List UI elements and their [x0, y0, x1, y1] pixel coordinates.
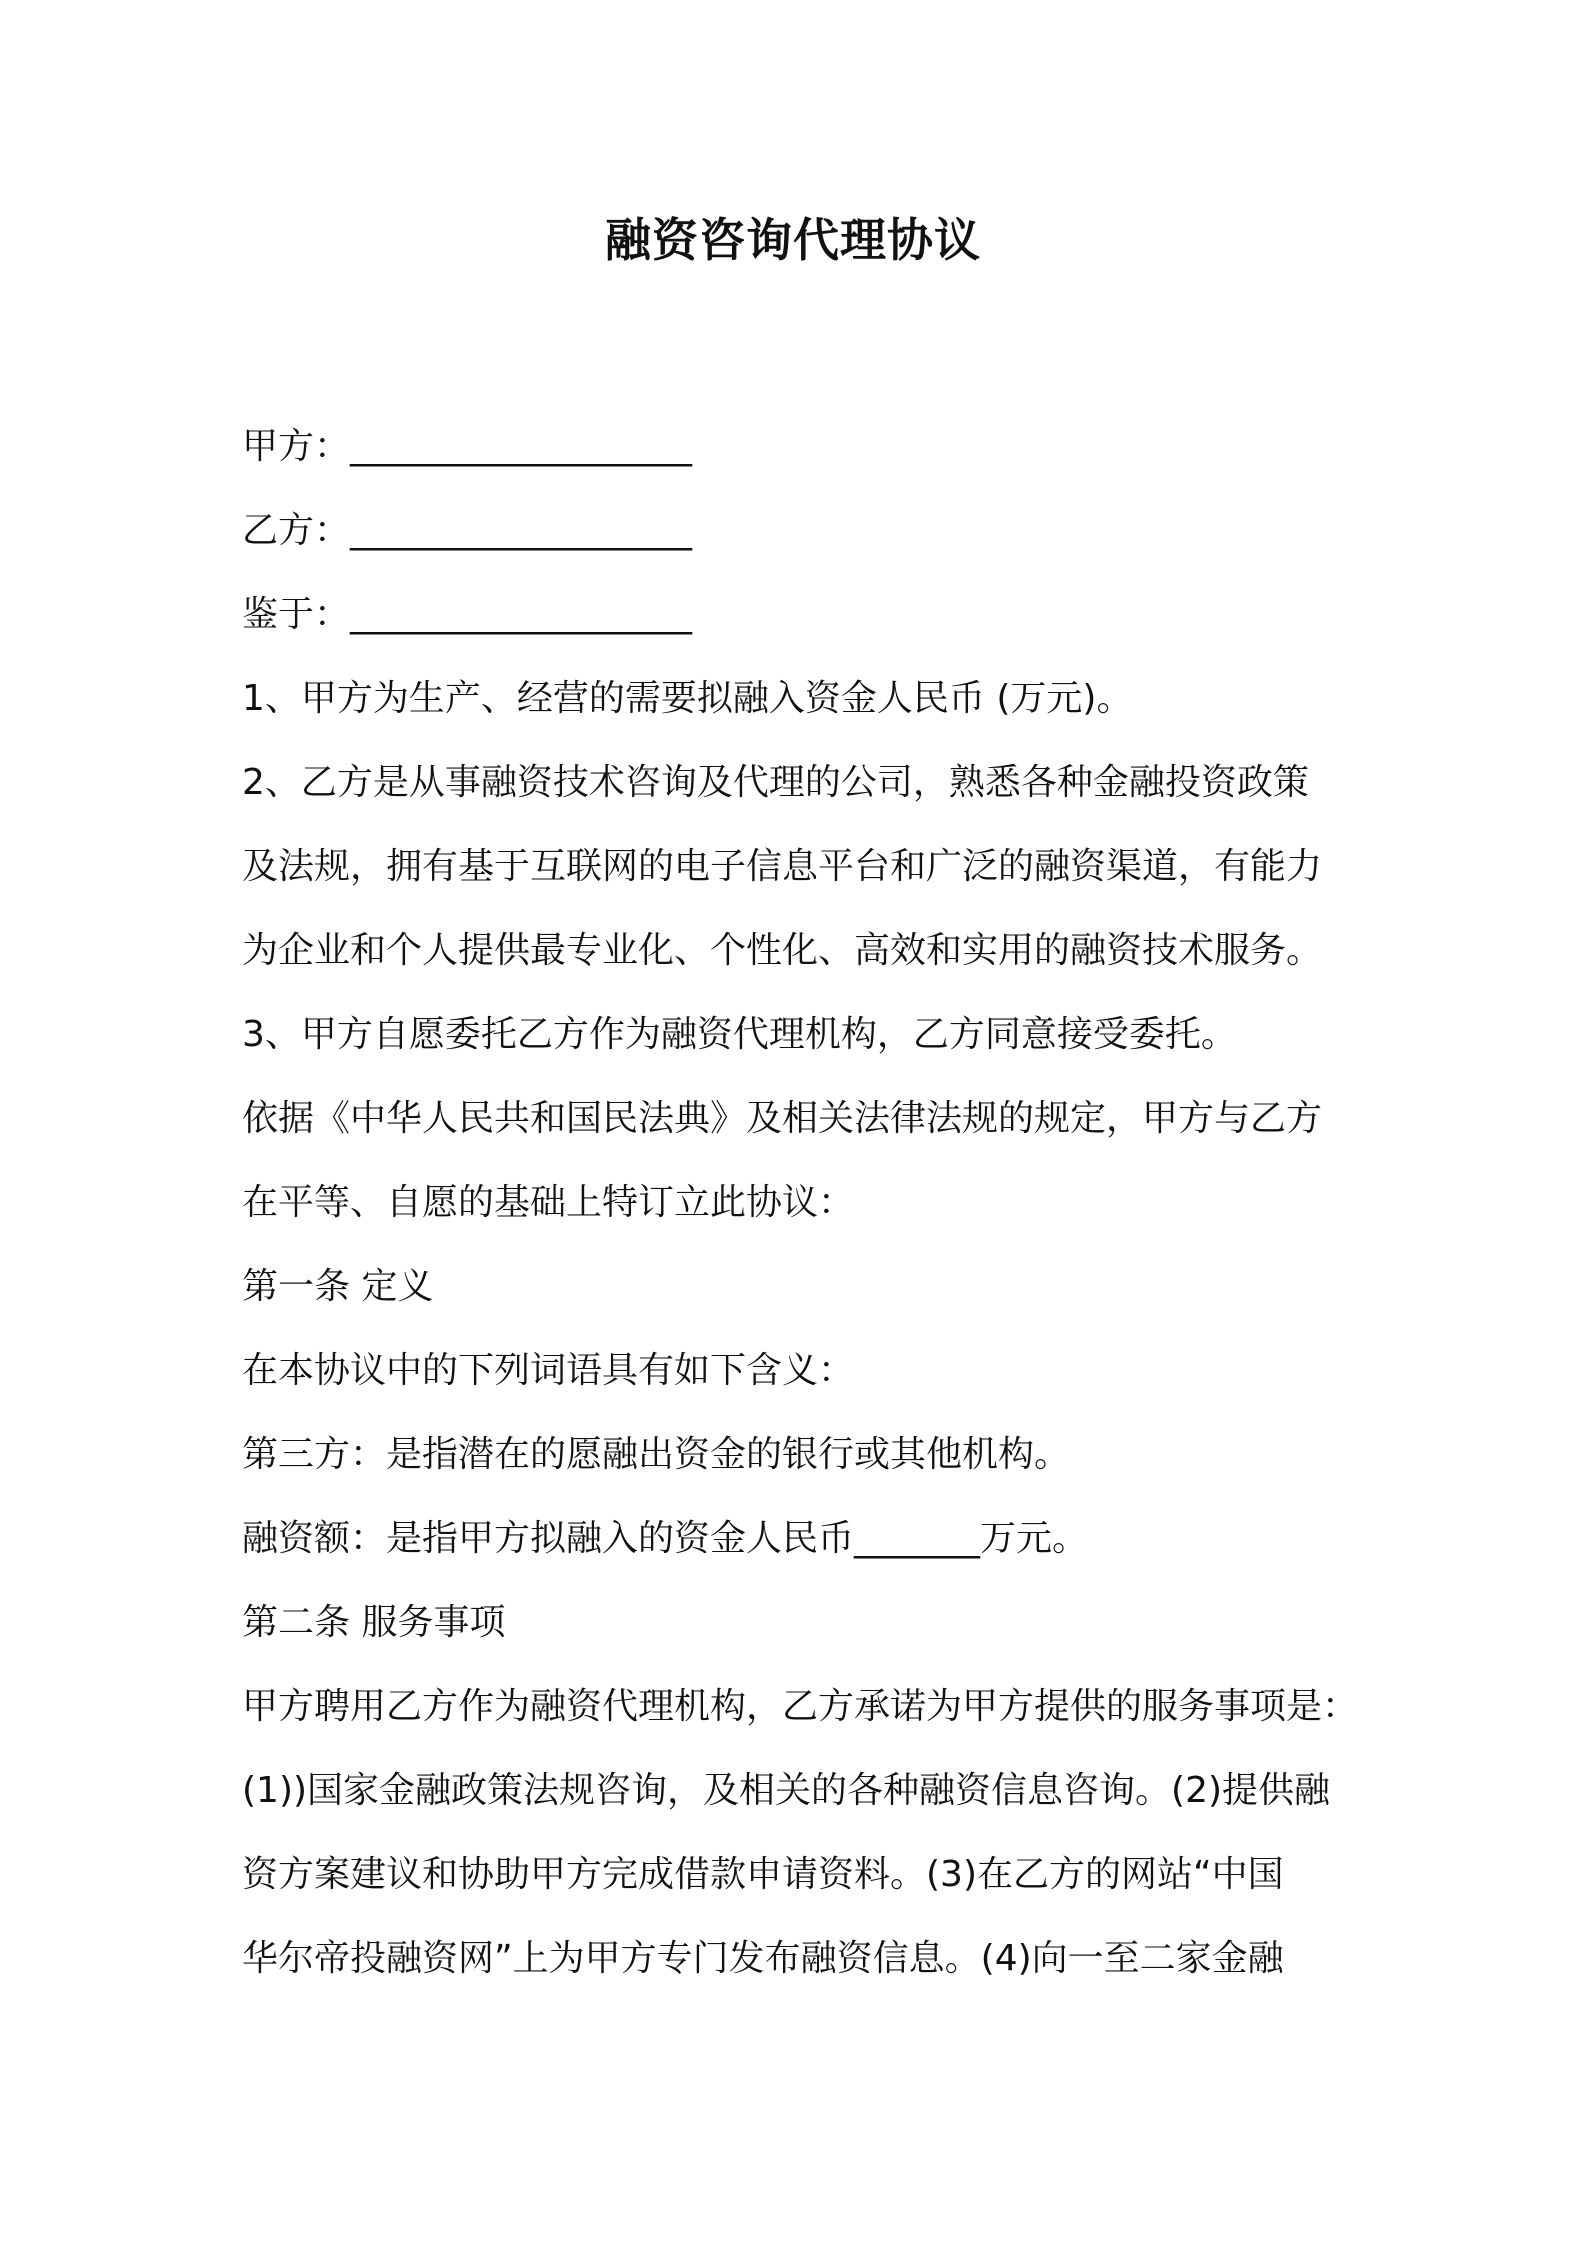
- article-1-heading: 第一条 定义: [242, 1266, 434, 1307]
- definition-third-party: 第三方：是指潜在的愿融出资金的银行或其他机构。: [242, 1434, 1071, 1475]
- basis-line-1: 依据《中华人民共和国民法典》及相关法律法规的规定，甲方与乙方: [242, 1098, 1323, 1139]
- party-b-line: 乙方：___________________: [242, 510, 693, 551]
- whereas-line: 鉴于：___________________: [242, 594, 693, 635]
- article-2-heading: 第二条 服务事项: [242, 1602, 506, 1643]
- basis-line-2: 在平等、自愿的基础上特订立此协议：: [242, 1182, 855, 1223]
- document-body: [242, 405, 1382, 2001]
- party-a-line: 甲方：___________________: [242, 426, 693, 467]
- services-line-2: 资方案建议和协助甲方完成借款申请资料。(3)在乙方的网站“中国: [242, 1854, 1284, 1895]
- recital-2-line-3: 为企业和个人提供最专业化、个性化、高效和实用的融资技术服务。: [242, 930, 1323, 971]
- article-2-intro: 甲方聘用乙方作为融资代理机构，乙方承诺为甲方提供的服务事项是：: [242, 1686, 1359, 1727]
- recital-3: 3、甲方自愿委托乙方作为融资代理机构，乙方同意接受委托。: [242, 1014, 1237, 1055]
- recital-1: 1、甲方为生产、经营的需要拟融入资金人民币 (万元)。: [242, 678, 1133, 719]
- recital-2-line-2: 及法规，拥有基于互联网的电子信息平台和广泛的融资渠道，有能力: [242, 846, 1323, 887]
- definition-financing-amount: 融资额：是指甲方拟融入的资金人民币_______万元。: [242, 1518, 1089, 1559]
- services-line-1: (1))国家金融政策法规咨询，及相关的各种融资信息咨询。(2)提供融: [242, 1770, 1331, 1811]
- document-title: 融资咨询代理协议: [605, 213, 981, 267]
- article-1-intro: 在本协议中的下列词语具有如下含义：: [242, 1350, 855, 1391]
- recital-2-line-1: 2、乙方是从事融资技术咨询及代理的公司，熟悉各种金融投资政策: [242, 762, 1309, 803]
- services-line-3: 华尔帝投融资网”上为甲方专门发布融资信息。(4)向一至二家金融: [242, 1938, 1284, 1979]
